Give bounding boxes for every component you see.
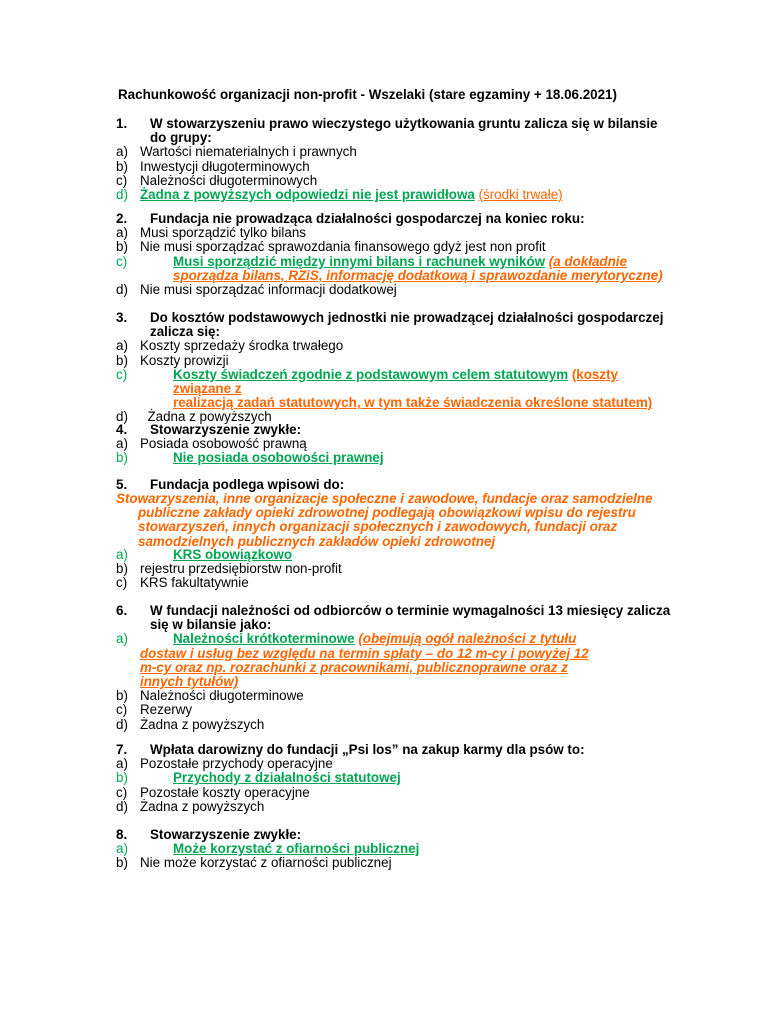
answer-letter: c) bbox=[116, 784, 128, 800]
answer-text: Nie może korzystać z ofiarności publicznej bbox=[140, 855, 392, 871]
answer-text: KRS obowiązkowo bbox=[173, 547, 293, 562]
question-number: 3. bbox=[116, 310, 128, 325]
answer-text: Musi sporządzić tylko bilans bbox=[140, 225, 306, 241]
answer-note-cont: sporządza bilans, RZiS, informację dodatkową i sprawozdanie merytoryczne) bbox=[173, 267, 663, 283]
question-text bbox=[116, 212, 672, 226]
question-3 bbox=[116, 311, 672, 425]
question-2 bbox=[116, 212, 672, 297]
answer-c-correct bbox=[116, 368, 672, 411]
answer-c bbox=[116, 703, 672, 717]
answer-note-cont: realizacją zadań statutowych, w tym także świadczenia określone statutem) bbox=[173, 395, 653, 411]
question-1 bbox=[116, 117, 672, 202]
answer-text: Pozostałe przychody operacyjne bbox=[140, 756, 333, 772]
question-number: 7. bbox=[116, 742, 128, 757]
answer-text: Należności długoterminowe bbox=[140, 688, 304, 704]
answer-d-correct bbox=[116, 188, 672, 202]
answer-text: Żadna z powyższych odpowiedzi nie jest prawidłowa bbox=[140, 187, 475, 203]
answer-text: W fundacji należności od odbiorców o terminie wymagalności 13 miesięcy zalicza się w bilansie jako: bbox=[150, 603, 671, 633]
answer-text: Koszty prowizji bbox=[140, 352, 229, 368]
answer-b bbox=[116, 856, 672, 870]
answer-letter: a) bbox=[116, 144, 128, 160]
answer-letter: d) bbox=[116, 716, 128, 732]
answer-c bbox=[116, 786, 672, 800]
answer-letter: c) bbox=[116, 575, 128, 591]
answer-letter: b) bbox=[116, 688, 128, 704]
answer-a bbox=[116, 145, 672, 159]
question-number: 6. bbox=[116, 603, 128, 618]
question-4 bbox=[116, 423, 672, 466]
answer-letter: b) bbox=[116, 239, 128, 255]
answer-text: Stowarzyszenie zwykłe: bbox=[150, 422, 302, 437]
question-6 bbox=[116, 604, 672, 732]
answer-c-correct bbox=[116, 255, 672, 283]
answer-a bbox=[116, 226, 672, 240]
answer-a-correct bbox=[116, 632, 672, 646]
question-text bbox=[116, 828, 672, 842]
answer-text: Przychody z działalności statutowej bbox=[173, 770, 401, 786]
answer-c bbox=[116, 174, 672, 188]
answer-b-correct bbox=[116, 451, 672, 465]
answer-text: publiczne zakłady opieki zdrowotnej podlegają obowiązkowi wpisu do rejestru bbox=[138, 505, 636, 521]
answer-letter: a) bbox=[116, 841, 128, 857]
question-8 bbox=[116, 828, 672, 871]
question-number: 5. bbox=[116, 477, 128, 492]
answer-letter: b) bbox=[116, 352, 128, 368]
question-number: 8. bbox=[116, 827, 128, 842]
answer-text: Koszty sprzedaży środka trwałego bbox=[140, 338, 344, 354]
answer-letter: b) bbox=[116, 561, 128, 577]
answer-text: Nie musi sporządzać sprawozdania finansowego gdyż jest non profit bbox=[140, 239, 546, 255]
answer-text: Należności krótkoterminowe bbox=[173, 631, 355, 647]
question-5-answers bbox=[116, 548, 672, 591]
answer-letter: b) bbox=[116, 158, 128, 174]
answer-a bbox=[116, 437, 672, 451]
answer-b bbox=[116, 240, 672, 254]
question-text bbox=[116, 117, 672, 145]
answer-a bbox=[116, 339, 672, 353]
answer-text: Fundacja nie prowadząca działalności gospodarczej na koniec roku: bbox=[150, 211, 585, 226]
question-7 bbox=[116, 743, 672, 814]
answer-text: Wartości niematerialnych i prawnych bbox=[140, 144, 357, 160]
answer-letter: a) bbox=[116, 631, 128, 647]
answer-c bbox=[116, 576, 672, 590]
answer-b bbox=[116, 562, 672, 576]
answer-text: rejestru przedsiębiorstw non-profit bbox=[140, 561, 342, 577]
answer-text: Rezerwy bbox=[140, 702, 193, 718]
answer-letter: d) bbox=[116, 187, 128, 203]
question-text bbox=[116, 423, 672, 437]
answer-d bbox=[116, 718, 672, 732]
answer-letter: d) bbox=[116, 282, 128, 298]
answer-b bbox=[116, 160, 672, 174]
answer-letter: a) bbox=[116, 756, 128, 772]
answer-letter: a) bbox=[116, 338, 128, 354]
answer-text: Żadna z powyższych bbox=[147, 409, 272, 425]
document-title: Rachunkowość organizacji non-profit - Wszelaki (stare egzaminy + 18.06.2021) bbox=[118, 87, 617, 102]
answer-note-cont: m-cy oraz np. rozrachunki z pracownikami, publicznoprawne oraz z bbox=[140, 659, 568, 675]
answer-b bbox=[116, 689, 672, 703]
answer-letter: a) bbox=[116, 225, 128, 241]
answer-note: (obejmują ogół należności z tytułu bbox=[358, 631, 577, 647]
answer-b-correct bbox=[116, 771, 672, 785]
answer-a-correct bbox=[116, 548, 672, 562]
answer-note: (a dokładnie bbox=[548, 253, 627, 269]
answer-note-cont: innych tytułów) bbox=[140, 674, 239, 690]
answer-text: Do kosztów podstawowych jednostki nie prowadzącej działalności gospodarczej zalicza się: bbox=[150, 310, 664, 340]
answer-letter: a) bbox=[116, 547, 128, 562]
answer-text: Wpłata darowizny do fundacji „Psi los” na zakup karmy dla psów to: bbox=[150, 742, 585, 757]
question-text bbox=[116, 743, 672, 757]
question-number: 2. bbox=[116, 211, 128, 226]
question-number: 4. bbox=[116, 422, 128, 437]
answer-text: KRS fakultatywnie bbox=[140, 575, 249, 591]
answer-text: Nie musi sporządzać informacji dodatkowej bbox=[140, 282, 397, 298]
answer-note: (środki trwałe) bbox=[478, 187, 563, 203]
answer-letter: b) bbox=[116, 855, 128, 871]
answer-text: samodzielnych publicznych zakładów opieki zdrowotnej bbox=[138, 533, 496, 549]
answer-text: Inwestycji długoterminowych bbox=[140, 158, 310, 174]
answer-d bbox=[116, 800, 672, 814]
answer-letter: d) bbox=[116, 409, 128, 425]
question-text bbox=[116, 604, 672, 632]
answer-d bbox=[116, 283, 672, 297]
answer-text: W stowarzyszeniu prawo wieczystego użytkowania gruntu zalicza się w bilansie do grupy: bbox=[150, 116, 658, 146]
answer-text: Pozostałe koszty operacyjne bbox=[140, 784, 310, 800]
answer-note-cont: dostaw i usług bez względu na termin spłaty – do 12 m-cy i powyżej 12 bbox=[140, 645, 589, 661]
answer-b bbox=[116, 354, 672, 368]
answer-text: Koszty świadczeń zgodnie z podstawowym celem statutowym bbox=[173, 366, 569, 382]
answer-letter: b) bbox=[116, 450, 128, 466]
answer-note: (koszty związane z bbox=[173, 366, 618, 397]
answer-text: Może korzystać z ofiarności publicznej bbox=[173, 841, 420, 857]
answer-text: Stowarzyszenie zwykłe: bbox=[150, 827, 302, 842]
question-text bbox=[116, 311, 672, 339]
answer-letter: c) bbox=[116, 172, 128, 188]
question-5-note bbox=[116, 492, 676, 549]
answer-text: Żadna z powyższych bbox=[140, 716, 265, 732]
answer-text: Fundacja podlega wpisowi do: bbox=[150, 477, 345, 492]
answer-letter: c) bbox=[116, 253, 128, 269]
answer-text: Nie posiada osobowości prawnej bbox=[173, 450, 384, 466]
answer-text: Żadna z powyższych bbox=[140, 798, 265, 814]
answer-letter: c) bbox=[116, 702, 128, 718]
answer-text: Posiada osobowość prawną bbox=[140, 436, 307, 452]
question-number: 1. bbox=[116, 116, 128, 131]
answer-text: Stowarzyszenia, inne organizacje społeczne i zawodowe, fundacje oraz samodzielne bbox=[116, 491, 653, 506]
answer-letter: d) bbox=[116, 798, 128, 814]
answer-letter: b) bbox=[116, 770, 128, 786]
answer-a-correct bbox=[116, 842, 672, 856]
answer-letter: a) bbox=[116, 436, 128, 452]
answer-a bbox=[116, 757, 672, 771]
answer-text: stowarzyszeń, innych organizacji społecznych i zawodowych, fundacji oraz bbox=[138, 519, 618, 535]
answer-letter: c) bbox=[116, 366, 128, 382]
answer-text: Należności długoterminowych bbox=[140, 172, 318, 188]
answer-text: Musi sporządzić między innymi bilans i rachunek wyników bbox=[173, 253, 546, 269]
